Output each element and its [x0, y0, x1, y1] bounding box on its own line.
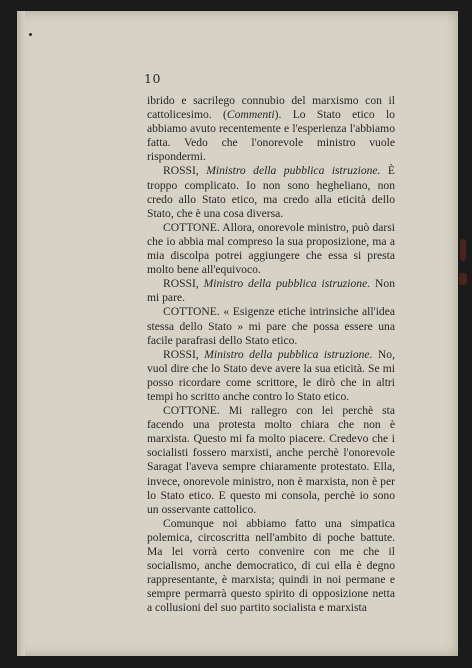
- paragraph-5: COTTONE. « Esigenze etiche intrinsiche all'idea stessa dello Stato » mi pare che possa essere una facile parafrasi dello Stato etico.: [147, 305, 396, 347]
- paragraph-2: ROSSI, Ministro della pubblica istruzione. È troppo complicato. Io non sono hegheliano, non credo allo Stato etico, ma credo alla eticità dello Stato, che è una cosa diversa.: [147, 164, 395, 220]
- speaker-name: COTTONE.: [163, 220, 223, 234]
- speaker-role: Ministro della pubblica istruzione.: [206, 164, 381, 178]
- emphasis-commenti: Commenti: [226, 108, 275, 122]
- paragraph-6: ROSSI, Ministro della pubblica istruzione. No, vuol dire che lo Stato deve avere la sua eticità. Se mi posso ricordare come scrittore, le dirò che in altri tempi ho scritto anche contro lo Stato etico.: [147, 347, 396, 403]
- book-page: [17, 11, 458, 656]
- paragraph-1: ibrido e sacrilego connubio del marxismo con il cattolicesimo. (Commenti). Lo Stato etico lo abbiamo avuto recentemente e l'esperienza l'abbiamo fatta. Vedo che l'onorevole ministro vuole rispondermi.: [147, 94, 395, 164]
- paragraph-7: COTTONE. Mi rallegro con lei perchè sta facendo una protesta molto chiara che non è marxista. Questo mi fa molto piacere. Credevo che i socialisti fossero marxisti, anche perchè l'onorevole Saragat l'aveva sempre chiaramente protestato. Ella, invece, onorevole ministro, non è marxista, non è per lo Stato etico. E questo mi consola, perchè io sono un osservante cattolico.: [147, 404, 396, 516]
- speaker-name: ROSSI,: [163, 347, 205, 361]
- page-number: 10: [144, 71, 161, 86]
- speaker-name: ROSSI,: [163, 277, 204, 291]
- paragraph-4: ROSSI, Ministro della pubblica istruzione. Non mi pare.: [147, 277, 395, 305]
- rust-stain: [459, 273, 467, 285]
- speaker-name: COTTONE.: [163, 305, 224, 319]
- rust-stain: [460, 239, 466, 261]
- page-edge-shadow: [17, 11, 25, 656]
- speaker-role: Ministro della pubblica istruzione.: [203, 277, 371, 291]
- paragraph-8: Comunque noi abbiamo fatto una simpatica polemica, circoscritta nell'ambito di poche battute. Ma lei vorrà certo convenire con me che il socialismo, anche democratico, di cui ella è degno rappresentante, è marxista; quindi in noi permane e sempre permarrà questo spirito di opposizione netta a collusioni del suo partito socialista e marxista: [147, 516, 395, 615]
- body-text: [147, 94, 395, 615]
- speaker-name: ROSSI,: [163, 164, 207, 178]
- speaker-role: Ministro della pubblica istruzione.: [204, 347, 373, 361]
- ink-dot: [29, 33, 32, 36]
- paragraph-3: COTTONE. Allora, onorevole ministro, può darsi che io abbia mal compreso la sua proposizione, ma a mia discolpa potrei aggiungere che essa si presta molto bene all'equivoco.: [147, 220, 395, 277]
- speaker-name: COTTONE.: [163, 404, 229, 418]
